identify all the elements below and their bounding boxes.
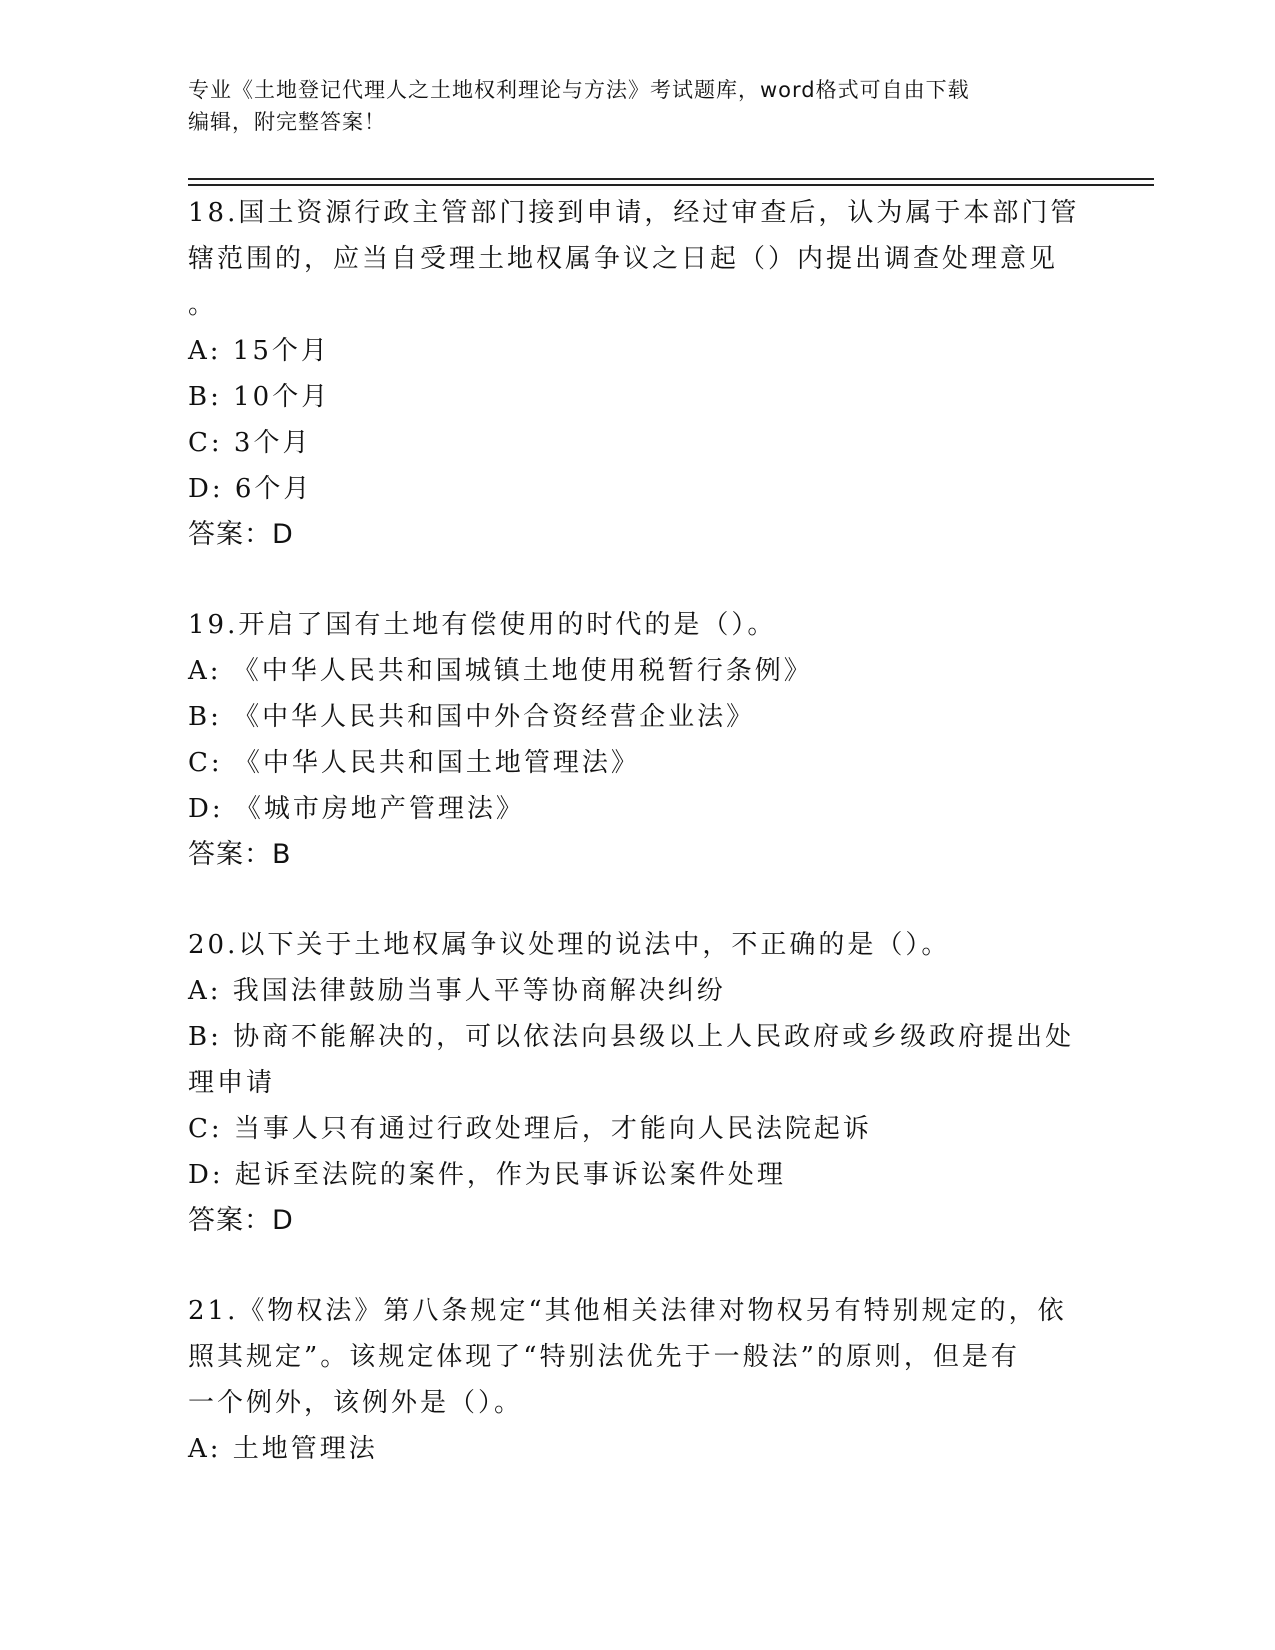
question-text-line: 。 bbox=[188, 290, 218, 320]
option-c: C: 3个月 bbox=[188, 428, 312, 458]
answer-label: 答案：D bbox=[188, 519, 294, 550]
option-b: B: 协商不能解决的，可以依法向县级以上人民政府或乡级政府提出处 bbox=[188, 1022, 1075, 1052]
question-text-line: 19.开启了国有土地有偿使用的时代的是（）。 bbox=[188, 610, 777, 640]
document-header bbox=[188, 74, 1068, 138]
question-20 bbox=[188, 922, 1088, 1244]
option-c: C: 当事人只有通过行政处理后，才能向人民法院起诉 bbox=[188, 1114, 872, 1144]
question-text-line: 20.以下关于土地权属争议处理的说法中，不正确的是（）。 bbox=[188, 930, 951, 960]
option-b: B: 10个月 bbox=[188, 382, 331, 412]
option-a: A: 土地管理法 bbox=[188, 1434, 378, 1464]
question-18 bbox=[188, 190, 1088, 558]
option-a: A: 我国法律鼓励当事人平等协商解决纠纷 bbox=[188, 976, 726, 1006]
question-spacer bbox=[188, 878, 1088, 922]
option-d: D: 6个月 bbox=[188, 474, 313, 504]
header-line-2: 编辑，附完整答案！ bbox=[188, 110, 386, 134]
question-text-line: 21.《物权法》第八条规定“其他相关法律对物权另有特别规定的，依 bbox=[188, 1296, 1067, 1326]
header-divider-top bbox=[188, 178, 1154, 180]
question-text-line: 18.国土资源行政主管部门接到申请，经过审查后，认为属于本部门管 bbox=[188, 198, 1080, 228]
option-b: B: 《中华人民共和国中外合资经营企业法》 bbox=[188, 702, 756, 732]
header-line-1: 专业《土地登记代理人之土地权利理论与方法》考试题库，word格式可自由下载 bbox=[188, 78, 970, 102]
header-divider-bottom bbox=[188, 184, 1154, 186]
answer-label: 答案：B bbox=[188, 839, 292, 870]
option-d: D: 《城市房地产管理法》 bbox=[188, 794, 525, 824]
question-spacer bbox=[188, 558, 1088, 602]
question-text-line: 一个例外，该例外是（）。 bbox=[188, 1388, 524, 1418]
option-a: A: 15个月 bbox=[188, 336, 330, 366]
answer-label: 答案：D bbox=[188, 1205, 294, 1236]
option-a: A: 《中华人民共和国城镇土地使用税暂行条例》 bbox=[188, 656, 813, 686]
question-text-line: 照其规定”。该规定体现了“特别法优先于一般法”的原则，但是有 bbox=[188, 1342, 1020, 1372]
question-21 bbox=[188, 1288, 1088, 1472]
option-b-continued: 理申请 bbox=[188, 1068, 276, 1098]
option-c: C: 《中华人民共和国土地管理法》 bbox=[188, 748, 640, 778]
option-d: D: 起诉至法院的案件，作为民事诉讼案件处理 bbox=[188, 1160, 786, 1190]
question-text-line: 辖范围的，应当自受理土地权属争议之日起（）内提出调查处理意见 bbox=[188, 244, 1059, 274]
question-spacer bbox=[188, 1244, 1088, 1288]
question-list bbox=[188, 190, 1088, 1472]
question-19 bbox=[188, 602, 1088, 878]
